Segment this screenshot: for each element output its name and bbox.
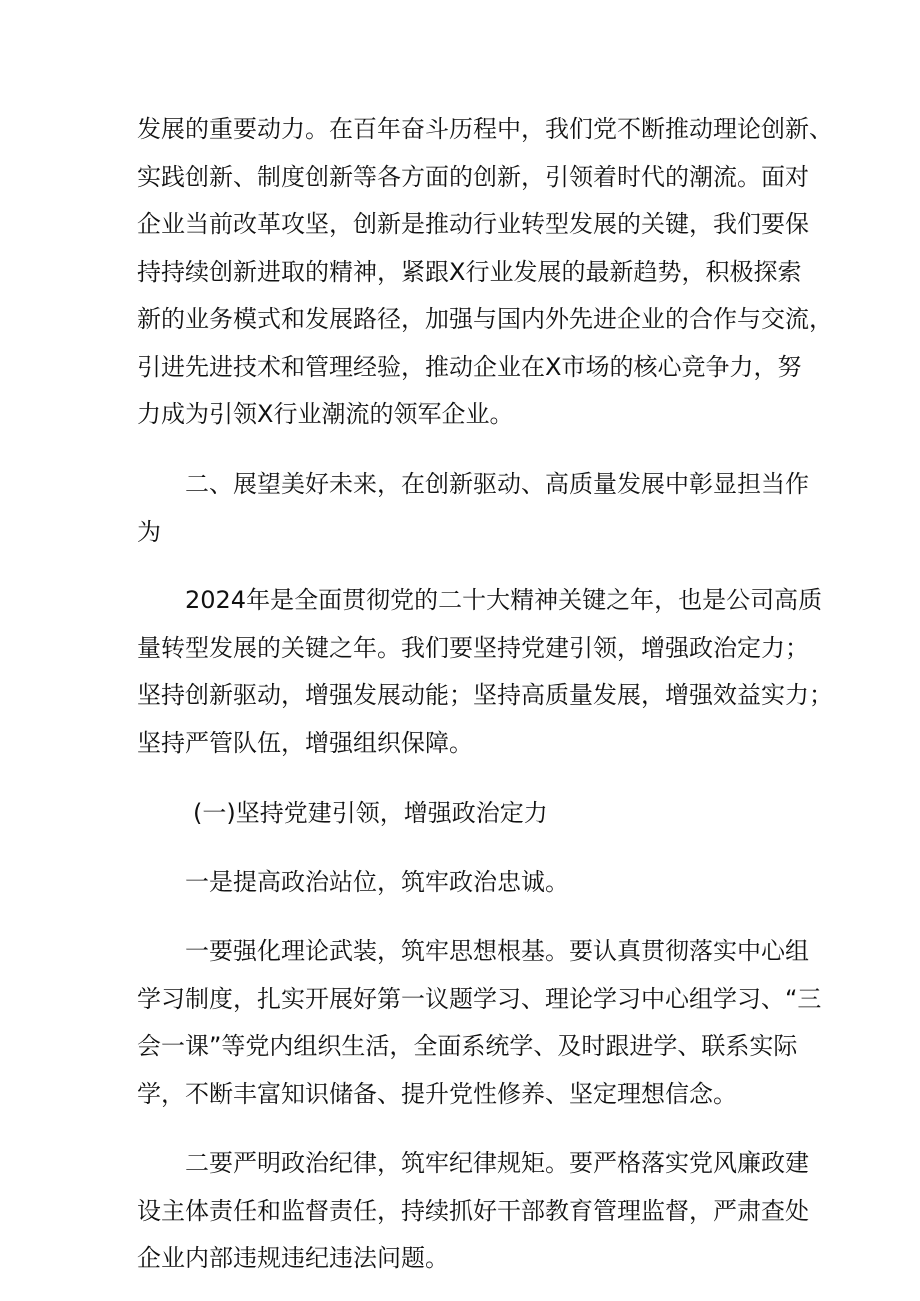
text-line: 坚持创新驱动，增强发展动能；坚持高质量发展，增强效益实力；: [137, 681, 833, 709]
text-line: 企业当前改革攻坚，创新是推动行业转型发展的关键，我们要保: [137, 210, 809, 238]
text-line: 发展的重要动力。在百年奋斗历程中，我们党不断推动理论创新、: [137, 115, 833, 143]
heading-line: 一是提高政治站位，筑牢政治忠诚。: [185, 868, 569, 896]
heading-line: 为: [137, 518, 161, 546]
text-line: 力成为引领X行业潮流的领军企业。: [137, 400, 514, 428]
text-line: 二要严明政治纪律，筑牢纪律规矩。要严格落实党风廉政建: [185, 1149, 809, 1177]
heading-line: 二、展望美好未来，在创新驱动、高质量发展中彰显担当作: [185, 470, 809, 498]
text-line: 2024年是全面贯彻党的二十大精神关键之年，也是公司高质: [185, 586, 823, 614]
text-line: 设主体责任和监督责任，持续抓好干部教育管理监督，严肃查处: [137, 1197, 809, 1225]
text-line: 持持续创新进取的精神，紧跟X行业发展的最新趋势，积极探索: [137, 258, 802, 286]
text-line: 一要强化理论武装，筑牢思想根基。要认真贯彻落实中心组: [185, 937, 809, 965]
text-line: 新的业务模式和发展路径，加强与国内外先进企业的合作与交流，: [137, 305, 833, 333]
text-line: 实践创新、制度创新等各方面的创新，引领着时代的潮流。面对: [137, 163, 809, 191]
text-line: 会一课”等党内组织生活，全面系统学、及时跟进学、联系实际: [137, 1032, 798, 1060]
text-line: 学习制度，扎实开展好第一议题学习、理论学习中心组学习、“三: [137, 985, 822, 1013]
text-line: 坚持严管队伍，增强组织保障。: [137, 729, 473, 757]
text-line: 学，不断丰富知识储备、提升党性修养、坚定理想信念。: [137, 1080, 737, 1108]
text-line: 引进先进技术和管理经验，推动企业在X市场的核心竞争力，努: [137, 353, 802, 381]
heading-line: (一)坚持党建引领，增强政治定力: [193, 799, 548, 827]
text-line: 量转型发展的关键之年。我们要坚持党建引领，增强政治定力；: [137, 634, 809, 662]
text-line: 企业内部违规违纪违法问题。: [137, 1244, 449, 1272]
